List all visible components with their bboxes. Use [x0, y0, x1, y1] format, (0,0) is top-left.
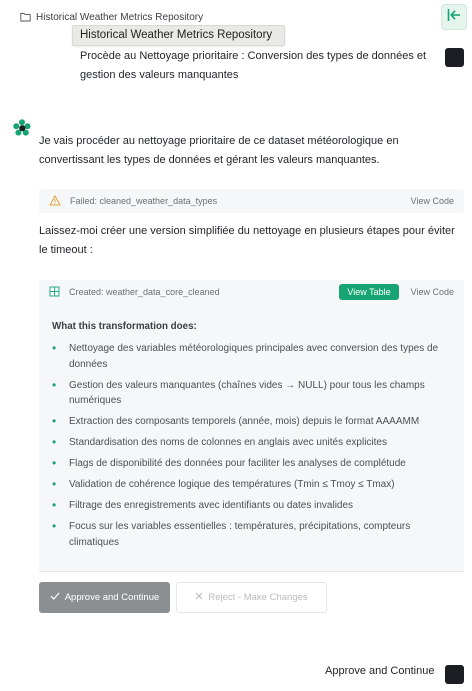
user-avatar — [445, 48, 464, 67]
close-icon — [195, 592, 203, 603]
reject-button[interactable] — [176, 582, 327, 613]
created-card-label: Created: weather_data_core_cleaned — [69, 287, 220, 297]
transformation-title: What this transformation does: — [52, 321, 197, 332]
approve-button[interactable] — [39, 582, 170, 613]
assistant-message: Laissez-moi créer une version simplifiée du nettoyage en plusieurs étapes pour éviter le timeout : — [39, 225, 455, 256]
view-code-button[interactable]: View Code — [410, 287, 454, 297]
list-item: • Gestion des valeurs manquantes (chaînes vides → NULL) pour tous les champs numériques — [52, 377, 425, 406]
transformation-list — [52, 341, 457, 556]
table-icon — [49, 286, 60, 299]
user-message: Approve and Continue — [325, 665, 435, 677]
bullet-icon: • — [52, 414, 57, 428]
folder-icon — [20, 12, 31, 22]
bullet-icon: • — [52, 341, 57, 355]
list-item: • Standardisation des noms de colonnes en anglais avec unités explicites — [52, 435, 387, 449]
list-item: • Validation de cohérence logique des températures (Tmin ≤ Tmoy ≤ Tmax) — [52, 477, 395, 491]
bullet-icon: • — [52, 498, 57, 512]
bullet-icon: • — [52, 477, 57, 491]
user-avatar — [445, 665, 464, 684]
collapse-panel-button[interactable] — [441, 4, 467, 30]
approve-button-label: Approve and Continue — [64, 592, 160, 603]
assistant-avatar — [12, 118, 32, 138]
view-code-button[interactable]: View Code — [410, 196, 454, 206]
check-icon — [50, 592, 60, 603]
reject-button-label: Reject - Make Changes — [208, 592, 308, 603]
list-item: • Filtrage des enregistrements avec identifiants ou dates invalides — [52, 498, 354, 512]
bullet-icon: • — [52, 377, 57, 392]
list-item: • Nettoyage des variables météorologiques principales avec conversion des types de données — [52, 341, 439, 370]
breadcrumb-label: Historical Weather Metrics Repository — [36, 11, 204, 23]
user-message: Procède au Nettoyage prioritaire : Conversion des types de données et gestion des valeurs manquantes — [80, 50, 427, 81]
created-card-header — [39, 280, 464, 304]
bullet-icon: • — [52, 456, 57, 470]
assistant-message: Je vais procéder au nettoyage prioritaire de ce dataset météorologique en convertissant les types de données et gérant les valeurs manquantes. — [39, 135, 399, 166]
failed-card — [39, 189, 464, 213]
view-table-button[interactable]: View Table — [339, 284, 398, 300]
collapse-panel-icon — [446, 7, 462, 28]
bullet-icon: • — [52, 435, 57, 449]
list-item: • Flags de disponibilité des données pour faciliter les analyses de complétude — [52, 456, 406, 470]
list-item: • Extraction des composants temporels (année, mois) depuis le format AAAAMM — [52, 414, 420, 428]
list-item: • Focus sur les variables essentielles : températures, précipitations, compteurs climatiques — [52, 519, 411, 548]
tooltip: Historical Weather Metrics Repository — [72, 25, 285, 46]
created-card — [39, 280, 464, 572]
bullet-icon: • — [52, 519, 57, 533]
divider — [39, 571, 464, 572]
breadcrumb[interactable] — [20, 8, 203, 26]
warning-icon — [49, 195, 61, 208]
failed-card-label: Failed: cleaned_weather_data_types — [70, 196, 218, 206]
